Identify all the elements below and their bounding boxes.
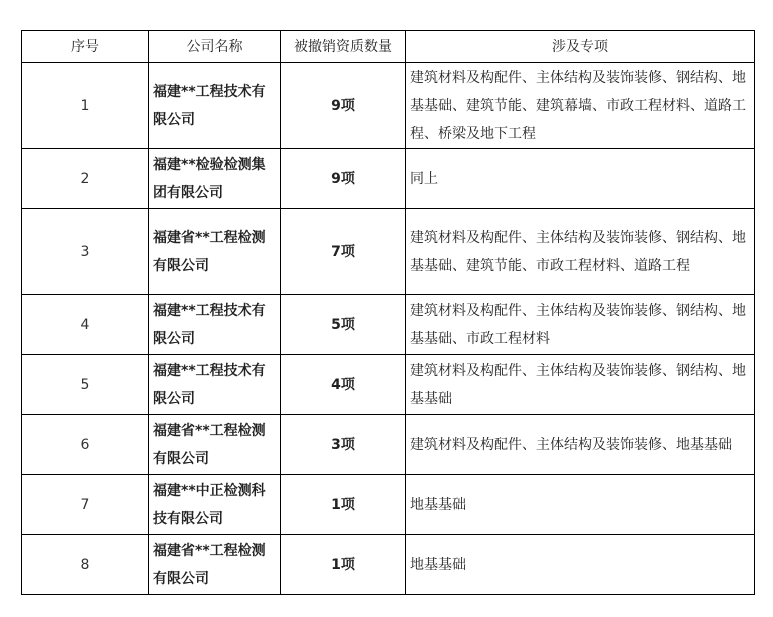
row-index: 6: [22, 415, 149, 475]
row-scope: 地基基础: [406, 535, 755, 595]
header-revoked-count: 被撤销资质数量: [281, 31, 406, 63]
table-row: [22, 355, 755, 415]
row-company: 福建**工程技术有限公司: [149, 295, 281, 355]
row-company: 福建**检验检测集团有限公司: [149, 149, 281, 209]
row-count: 9项: [281, 149, 406, 209]
row-index: 5: [22, 355, 149, 415]
table-row: [22, 149, 755, 209]
table-row: [22, 295, 755, 355]
table-row: [22, 209, 755, 295]
revocation-table-container: [21, 30, 755, 595]
row-scope: 同上: [406, 149, 755, 209]
row-count: 9项: [281, 63, 406, 149]
row-company: 福建**中正检测科技有限公司: [149, 475, 281, 535]
row-scope: 建筑材料及构配件、主体结构及装饰装修、钢结构、地基基础、市政工程材料: [406, 295, 755, 355]
row-count: 7项: [281, 209, 406, 295]
table-header-row: [22, 31, 755, 63]
row-count: 1项: [281, 475, 406, 535]
row-index: 2: [22, 149, 149, 209]
table-row: [22, 415, 755, 475]
row-count: 5项: [281, 295, 406, 355]
table-row: [22, 535, 755, 595]
row-scope: 建筑材料及构配件、主体结构及装饰装修、钢结构、地基基础: [406, 355, 755, 415]
row-count: 1项: [281, 535, 406, 595]
row-scope: 建筑材料及构配件、主体结构及装饰装修、钢结构、地基基础、建筑节能、市政工程材料、道路工程: [406, 209, 755, 295]
row-index: 1: [22, 63, 149, 149]
revocation-table: [21, 30, 755, 595]
row-company: 福建省**工程检测有限公司: [149, 209, 281, 295]
row-count: 3项: [281, 415, 406, 475]
row-scope: 建筑材料及构配件、主体结构及装饰装修、钢结构、地基基础、建筑节能、建筑幕墙、市政工程材料、道路工程、桥梁及地下工程: [406, 63, 755, 149]
row-company: 福建省**工程检测有限公司: [149, 535, 281, 595]
row-index: 8: [22, 535, 149, 595]
row-index: 7: [22, 475, 149, 535]
row-count: 4项: [281, 355, 406, 415]
row-index: 3: [22, 209, 149, 295]
row-index: 4: [22, 295, 149, 355]
header-index: 序号: [22, 31, 149, 63]
row-company: 福建**工程技术有限公司: [149, 355, 281, 415]
row-company: 福建**工程技术有限公司: [149, 63, 281, 149]
table-row: [22, 63, 755, 149]
row-scope: 建筑材料及构配件、主体结构及装饰装修、地基基础: [406, 415, 755, 475]
header-scope: 涉及专项: [406, 31, 755, 63]
row-scope: 地基基础: [406, 475, 755, 535]
header-company-name: 公司名称: [149, 31, 281, 63]
table-row: [22, 475, 755, 535]
row-company: 福建省**工程检测有限公司: [149, 415, 281, 475]
